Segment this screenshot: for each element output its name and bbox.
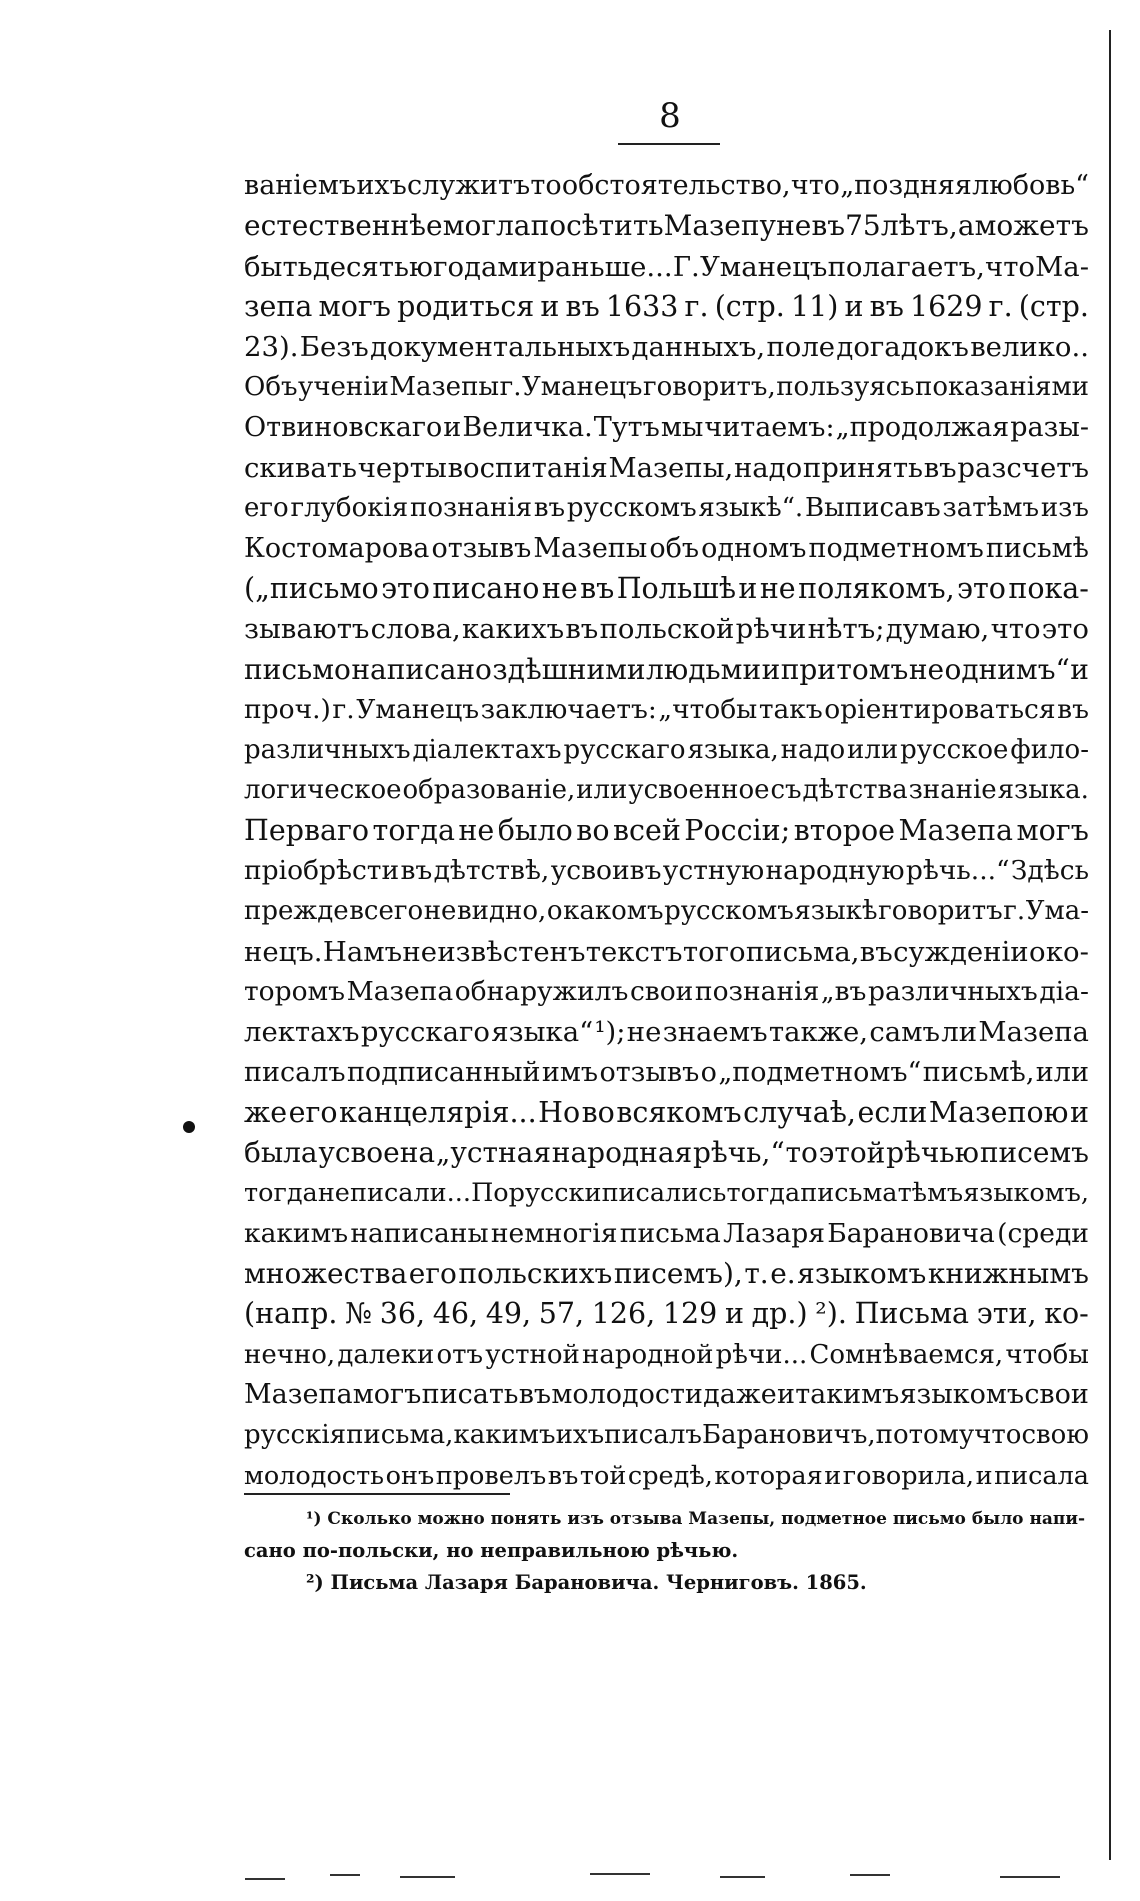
text-line: естественнѣе могла посѣтить Мазепу не въ 75 лѣтъ, а можетъ <box>244 209 1089 243</box>
footnote-1-line-2: сано по-польски, но неправильною рѣчью. <box>244 1539 739 1562</box>
text-line: торомъ Мазепа обнаружилъ свои познанія „въ различныхъ діа- <box>244 975 1089 1007</box>
page-number-rule <box>618 143 720 145</box>
page-edge-line <box>1109 30 1111 1860</box>
text-line: зываютъ слова, какихъ въ польской рѣчи нѣтъ; думаю, что это <box>244 613 1089 646</box>
text-line: лектахъ русскаго языка“ ¹); не знаемъ также, самъ ли Мазепа <box>244 1016 1089 1049</box>
scan-artifact <box>1000 1876 1060 1878</box>
text-line: Перваго тогда не было во всей Россіи; второе Мазепа могъ <box>244 813 1089 847</box>
text-line: нецъ. Намъ не извѣстенъ текстъ того письма, въ сужденіи о ко- <box>244 935 1089 968</box>
text-line: ваніемъ ихъ служитъ то обстоятельство, что „поздняя любовь“ <box>244 170 1089 201</box>
text-line: писалъ подписанный имъ отзывъ о „подметномъ“ письмѣ, или <box>244 1056 1089 1088</box>
text-line: молодость онъ провелъ въ той средѣ, которая и говорила, и писала <box>244 1460 1089 1491</box>
text-line: Костомарова отзывъ Мазепы объ одномъ подметномъ письмѣ <box>244 532 1089 564</box>
text-line: проч.) г. Уманецъ заключаетъ: „чтобы такъ оріентироваться въ <box>244 693 1089 725</box>
scan-artifact <box>590 1873 650 1875</box>
text-line: пріобрѣсти въ дѣтствѣ, усвоивъ устную народную рѣчь...“ Здѣсь <box>244 855 1089 887</box>
text-line: Объ ученіи Мазепы г. Уманецъ говоритъ, пользуясь показаніями <box>244 372 1089 403</box>
scan-artifact <box>720 1876 765 1878</box>
text-line: прежде всего не видно, о какомъ русскомъ языкѣ говоритъ г. Ума- <box>244 896 1089 927</box>
text-line: была усвоена „устная народная рѣчь,“ то этой рѣчью писемъ <box>244 1136 1089 1170</box>
scan-artifact <box>850 1874 890 1876</box>
text-line: нечно, далеки отъ устной народной рѣчи... Сомнѣваемся, чтобы <box>244 1339 1089 1370</box>
text-line: (напр. № 36, 46, 49, 57, 126, 129 и др.) ²). Письма эти, ко- <box>244 1297 1089 1331</box>
text-line: же его канцелярія... Но во всякомъ случаѣ, если Мазепою и <box>244 1095 1089 1129</box>
text-line: быть десятью годами раньше... Г. Уманецъ полагаетъ, что Ма- <box>244 250 1089 283</box>
body-text <box>244 166 1089 1496</box>
text-line: тогда не писали... Порусски писались тогда письма тѣмъ языкомъ, <box>244 1178 1089 1209</box>
footnote-rule <box>244 1493 510 1495</box>
footnotes <box>244 1503 1089 1599</box>
text-line: письмо написано здѣшними людьми и при томъ не однимъ“ и <box>244 652 1089 686</box>
text-line: зепа могъ родиться и въ 1633 г. (стр. 11) и въ 1629 г. (стр. <box>244 289 1089 323</box>
text-line: Отвиновскаго и Величка. Тутъ мы читаемъ: „продолжая разы- <box>244 411 1089 443</box>
page-number: 8 <box>659 96 681 136</box>
scan-artifact <box>330 1874 360 1876</box>
text-line: различныхъ діалектахъ русскаго языка, надо или русское фило- <box>244 735 1089 766</box>
text-line: множества его польскихъ писемъ), т. е. языкомъ книжнымъ <box>244 1257 1089 1291</box>
text-line: какимъ написаны немногія письма Лазаря Барановича (среди <box>244 1217 1089 1249</box>
text-line: Мазепа могъ писать въ молодости даже и такимъ языкомъ свои <box>244 1378 1089 1410</box>
text-line: русскія письма, какимъ ихъ писалъ Барановичъ, потому что свою <box>244 1420 1089 1451</box>
text-line: его глубокія познанія въ русскомъ языкѣ“. Выписавъ затѣмъ изъ <box>244 493 1089 524</box>
text-line: логическое образованіе, или усвоенное съ дѣтства знаніе языка. <box>244 775 1089 806</box>
margin-ink-dot <box>183 1121 195 1133</box>
text-line: скивать черты воспитанія Мазепы, надо принять въ разсчетъ <box>244 452 1089 485</box>
text-line: („письмо это писано не въ Польшѣ и не полякомъ, это пока- <box>244 571 1089 605</box>
footnote-2: ²) Письма Лазаря Барановича. Черниговъ. 1865. <box>306 1571 867 1594</box>
text-line: 23). Безъ документальныхъ данныхъ, поле догадокъ велико.. <box>244 331 1089 364</box>
scan-artifact <box>400 1876 455 1878</box>
footnote-1-line-1: ¹) Сколько можно понять изъ отзыва Мазепы, подметное письмо было напи- <box>306 1509 1086 1529</box>
scan-artifact <box>245 1878 285 1880</box>
